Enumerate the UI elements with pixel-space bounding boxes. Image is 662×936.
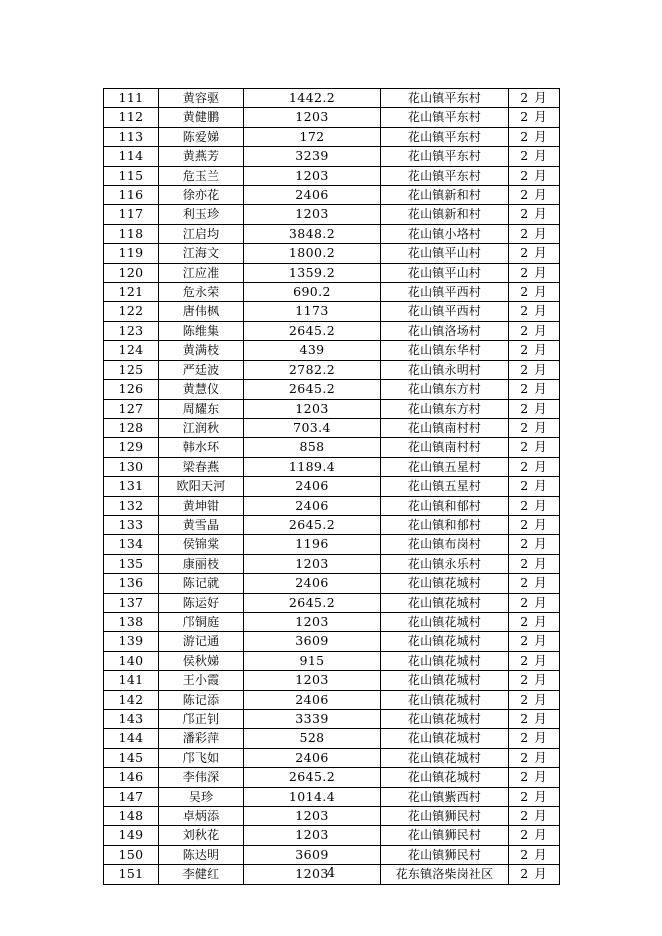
cell-serial-number: 127 <box>104 399 159 418</box>
cell-amount: 2645.2 <box>244 768 381 787</box>
cell-name: 陈记就 <box>159 574 244 593</box>
cell-serial-number: 123 <box>104 321 159 340</box>
cell-name: 邝飞如 <box>159 748 244 767</box>
cell-name: 黄坤钳 <box>159 496 244 515</box>
cell-month: 2 月 <box>509 108 560 127</box>
cell-amount: 1203 <box>244 826 381 845</box>
cell-amount: 1173 <box>244 302 381 321</box>
cell-serial-number: 117 <box>104 205 159 224</box>
table-row <box>104 302 560 321</box>
table-row <box>104 224 560 243</box>
cell-name: 周耀东 <box>159 399 244 418</box>
cell-serial-number: 122 <box>104 302 159 321</box>
table-row <box>104 166 560 185</box>
cell-village: 花山镇花城村 <box>381 593 509 612</box>
cell-village: 花山镇小垎村 <box>381 224 509 243</box>
cell-village: 花山镇狮民村 <box>381 826 509 845</box>
cell-name: 李伟深 <box>159 768 244 787</box>
cell-village: 花山镇花城村 <box>381 748 509 767</box>
table-row <box>104 186 560 205</box>
cell-amount: 3609 <box>244 632 381 651</box>
cell-month: 2 月 <box>509 263 560 282</box>
cell-month: 2 月 <box>509 147 560 166</box>
cell-name: 陈达明 <box>159 845 244 864</box>
cell-serial-number: 141 <box>104 671 159 690</box>
cell-village: 花山镇花城村 <box>381 651 509 670</box>
table-row <box>104 574 560 593</box>
cell-name: 危玉兰 <box>159 166 244 185</box>
table-row <box>104 768 560 787</box>
cell-amount: 915 <box>244 651 381 670</box>
cell-amount: 2645.2 <box>244 515 381 534</box>
cell-village: 花山镇洛场村 <box>381 321 509 340</box>
cell-amount: 528 <box>244 729 381 748</box>
cell-serial-number: 130 <box>104 457 159 476</box>
table-row <box>104 418 560 437</box>
cell-amount: 1203 <box>244 807 381 826</box>
table-row <box>104 127 560 146</box>
cell-village: 花山镇五星村 <box>381 457 509 476</box>
cell-month: 2 月 <box>509 457 560 476</box>
cell-serial-number: 150 <box>104 845 159 864</box>
cell-serial-number: 126 <box>104 380 159 399</box>
cell-amount: 2406 <box>244 186 381 205</box>
cell-month: 2 月 <box>509 496 560 515</box>
table-row <box>104 477 560 496</box>
cell-name: 康丽枝 <box>159 554 244 573</box>
cell-village: 花山镇平东村 <box>381 108 509 127</box>
cell-amount: 2645.2 <box>244 593 381 612</box>
table-row <box>104 826 560 845</box>
cell-month: 2 月 <box>509 418 560 437</box>
cell-serial-number: 131 <box>104 477 159 496</box>
cell-month: 2 月 <box>509 515 560 534</box>
cell-name: 江应准 <box>159 263 244 282</box>
cell-name: 陈爱娣 <box>159 127 244 146</box>
cell-name: 潘彩萍 <box>159 729 244 748</box>
cell-amount: 1203 <box>244 108 381 127</box>
cell-amount: 439 <box>244 341 381 360</box>
cell-name: 陈运好 <box>159 593 244 612</box>
cell-serial-number: 113 <box>104 127 159 146</box>
cell-name: 江启均 <box>159 224 244 243</box>
cell-village: 花山镇花城村 <box>381 729 509 748</box>
cell-village: 花山镇永明村 <box>381 360 509 379</box>
cell-name: 王小霞 <box>159 671 244 690</box>
cell-village: 花山镇平西村 <box>381 283 509 302</box>
cell-serial-number: 135 <box>104 554 159 573</box>
table-row <box>104 515 560 534</box>
cell-name: 邝正钊 <box>159 710 244 729</box>
table-row <box>104 283 560 302</box>
cell-month: 2 月 <box>509 787 560 806</box>
cell-amount: 858 <box>244 438 381 457</box>
cell-name: 江润秋 <box>159 418 244 437</box>
table-row <box>104 89 560 108</box>
cell-village: 花山镇平山村 <box>381 263 509 282</box>
cell-month: 2 月 <box>509 807 560 826</box>
cell-month: 2 月 <box>509 205 560 224</box>
cell-month: 2 月 <box>509 865 560 884</box>
cell-month: 2 月 <box>509 89 560 108</box>
table-row <box>104 612 560 631</box>
cell-month: 2 月 <box>509 748 560 767</box>
cell-name: 吴珍 <box>159 787 244 806</box>
cell-serial-number: 136 <box>104 574 159 593</box>
cell-name: 陈维集 <box>159 321 244 340</box>
cell-month: 2 月 <box>509 127 560 146</box>
table-row <box>104 341 560 360</box>
cell-village: 花山镇花城村 <box>381 612 509 631</box>
cell-month: 2 月 <box>509 554 560 573</box>
table-row <box>104 321 560 340</box>
cell-amount: 2406 <box>244 496 381 515</box>
cell-serial-number: 143 <box>104 710 159 729</box>
table-row <box>104 554 560 573</box>
cell-month: 2 月 <box>509 438 560 457</box>
cell-amount: 1203 <box>244 205 381 224</box>
cell-name: 严廷波 <box>159 360 244 379</box>
cell-village: 花山镇花城村 <box>381 690 509 709</box>
cell-amount: 3239 <box>244 147 381 166</box>
cell-name: 邝铜庭 <box>159 612 244 631</box>
cell-village: 花山镇平东村 <box>381 89 509 108</box>
table-row <box>104 496 560 515</box>
table-row <box>104 457 560 476</box>
cell-name: 黄慧仪 <box>159 380 244 399</box>
table-row <box>104 632 560 651</box>
cell-month: 2 月 <box>509 321 560 340</box>
cell-serial-number: 137 <box>104 593 159 612</box>
table-row <box>104 845 560 864</box>
cell-name: 游记通 <box>159 632 244 651</box>
cell-month: 2 月 <box>509 224 560 243</box>
cell-village: 花山镇东华村 <box>381 341 509 360</box>
cell-name: 唐伟枫 <box>159 302 244 321</box>
cell-serial-number: 111 <box>104 89 159 108</box>
cell-month: 2 月 <box>509 186 560 205</box>
cell-name: 刘秋花 <box>159 826 244 845</box>
cell-village: 花山镇新和村 <box>381 205 509 224</box>
cell-village: 花山镇狮民村 <box>381 807 509 826</box>
cell-serial-number: 146 <box>104 768 159 787</box>
cell-month: 2 月 <box>509 710 560 729</box>
cell-month: 2 月 <box>509 729 560 748</box>
table-row <box>104 748 560 767</box>
cell-amount: 3848.2 <box>244 224 381 243</box>
cell-amount: 1203 <box>244 399 381 418</box>
cell-month: 2 月 <box>509 574 560 593</box>
table-row <box>104 535 560 554</box>
cell-name: 利玉珍 <box>159 205 244 224</box>
cell-name: 黄容驱 <box>159 89 244 108</box>
cell-village: 花山镇花城村 <box>381 632 509 651</box>
table-body <box>104 89 560 885</box>
cell-amount: 690.2 <box>244 283 381 302</box>
cell-serial-number: 148 <box>104 807 159 826</box>
cell-amount: 1203 <box>244 671 381 690</box>
cell-name: 陈记添 <box>159 690 244 709</box>
table-row <box>104 671 560 690</box>
table-row <box>104 205 560 224</box>
table-row <box>104 593 560 612</box>
cell-name: 黄满枝 <box>159 341 244 360</box>
table-row <box>104 729 560 748</box>
cell-name: 侯锦棠 <box>159 535 244 554</box>
cell-serial-number: 128 <box>104 418 159 437</box>
cell-village: 花山镇平山村 <box>381 244 509 263</box>
cell-month: 2 月 <box>509 535 560 554</box>
cell-month: 2 月 <box>509 302 560 321</box>
table-row <box>104 360 560 379</box>
cell-amount: 1203 <box>244 554 381 573</box>
cell-amount: 1014.4 <box>244 787 381 806</box>
table-row <box>104 263 560 282</box>
cell-village: 花山镇东方村 <box>381 380 509 399</box>
cell-village: 花山镇南村村 <box>381 418 509 437</box>
cell-name: 侯秋娣 <box>159 651 244 670</box>
cell-month: 2 月 <box>509 612 560 631</box>
cell-village: 花山镇平东村 <box>381 127 509 146</box>
cell-village: 花山镇花城村 <box>381 710 509 729</box>
cell-village: 花山镇狮民村 <box>381 845 509 864</box>
cell-month: 2 月 <box>509 341 560 360</box>
cell-serial-number: 140 <box>104 651 159 670</box>
cell-serial-number: 149 <box>104 826 159 845</box>
table-row <box>104 787 560 806</box>
cell-serial-number: 121 <box>104 283 159 302</box>
cell-amount: 2645.2 <box>244 380 381 399</box>
cell-village: 花山镇花城村 <box>381 574 509 593</box>
cell-village: 花山镇花城村 <box>381 768 509 787</box>
cell-month: 2 月 <box>509 283 560 302</box>
cell-amount: 1442.2 <box>244 89 381 108</box>
cell-village: 花山镇平西村 <box>381 302 509 321</box>
cell-serial-number: 134 <box>104 535 159 554</box>
table-row <box>104 651 560 670</box>
cell-serial-number: 133 <box>104 515 159 534</box>
cell-amount: 172 <box>244 127 381 146</box>
cell-month: 2 月 <box>509 380 560 399</box>
cell-name: 欧阳天河 <box>159 477 244 496</box>
cell-name: 梁春燕 <box>159 457 244 476</box>
cell-name: 李健红 <box>159 865 244 884</box>
cell-serial-number: 116 <box>104 186 159 205</box>
cell-amount: 1203 <box>244 612 381 631</box>
cell-amount: 1203 <box>244 166 381 185</box>
cell-village: 花山镇平东村 <box>381 166 509 185</box>
cell-name: 黄雪晶 <box>159 515 244 534</box>
cell-amount: 3609 <box>244 845 381 864</box>
cell-amount: 2645.2 <box>244 321 381 340</box>
cell-name: 黄燕芳 <box>159 147 244 166</box>
cell-amount: 1359.2 <box>244 263 381 282</box>
cell-village: 花山镇和郁村 <box>381 496 509 515</box>
cell-serial-number: 139 <box>104 632 159 651</box>
cell-amount: 1189.4 <box>244 457 381 476</box>
cell-amount: 1800.2 <box>244 244 381 263</box>
cell-name: 徐亦花 <box>159 186 244 205</box>
table-row <box>104 147 560 166</box>
cell-month: 2 月 <box>509 651 560 670</box>
cell-village: 花山镇紫西村 <box>381 787 509 806</box>
cell-amount: 2782.2 <box>244 360 381 379</box>
cell-village: 花山镇花城村 <box>381 671 509 690</box>
cell-name: 黄健鹏 <box>159 108 244 127</box>
table-row <box>104 108 560 127</box>
cell-serial-number: 151 <box>104 865 159 884</box>
cell-village: 花山镇东方村 <box>381 399 509 418</box>
table-row <box>104 807 560 826</box>
cell-village: 花山镇平东村 <box>381 147 509 166</box>
cell-month: 2 月 <box>509 360 560 379</box>
cell-serial-number: 124 <box>104 341 159 360</box>
cell-amount: 3339 <box>244 710 381 729</box>
table-row <box>104 399 560 418</box>
cell-name: 韩水环 <box>159 438 244 457</box>
cell-month: 2 月 <box>509 632 560 651</box>
cell-village: 花山镇南村村 <box>381 438 509 457</box>
beneficiary-table-container <box>103 88 559 885</box>
cell-serial-number: 142 <box>104 690 159 709</box>
cell-amount: 2406 <box>244 574 381 593</box>
table-row <box>104 438 560 457</box>
cell-name: 卓炳添 <box>159 807 244 826</box>
cell-serial-number: 144 <box>104 729 159 748</box>
cell-amount: 2406 <box>244 748 381 767</box>
cell-serial-number: 112 <box>104 108 159 127</box>
cell-village: 花山镇和郁村 <box>381 515 509 534</box>
cell-month: 2 月 <box>509 690 560 709</box>
cell-village: 花山镇永乐村 <box>381 554 509 573</box>
cell-serial-number: 147 <box>104 787 159 806</box>
cell-serial-number: 129 <box>104 438 159 457</box>
cell-amount: 2406 <box>244 477 381 496</box>
table-row <box>104 710 560 729</box>
cell-serial-number: 145 <box>104 748 159 767</box>
cell-month: 2 月 <box>509 845 560 864</box>
cell-serial-number: 125 <box>104 360 159 379</box>
cell-serial-number: 115 <box>104 166 159 185</box>
cell-month: 2 月 <box>509 399 560 418</box>
cell-month: 2 月 <box>509 671 560 690</box>
cell-month: 2 月 <box>509 593 560 612</box>
cell-name: 江海文 <box>159 244 244 263</box>
cell-village: 花山镇新和村 <box>381 186 509 205</box>
cell-month: 2 月 <box>509 768 560 787</box>
cell-month: 2 月 <box>509 477 560 496</box>
cell-village: 花山镇五星村 <box>381 477 509 496</box>
cell-amount: 703.4 <box>244 418 381 437</box>
cell-amount: 2406 <box>244 690 381 709</box>
table-row <box>104 244 560 263</box>
table-row <box>104 380 560 399</box>
cell-village: 花山镇布岗村 <box>381 535 509 554</box>
cell-serial-number: 120 <box>104 263 159 282</box>
cell-name: 危永荣 <box>159 283 244 302</box>
beneficiary-table <box>103 88 560 885</box>
cell-village: 花东镇洛柴岗社区 <box>381 865 509 884</box>
cell-amount: 1203 <box>244 865 381 884</box>
cell-serial-number: 132 <box>104 496 159 515</box>
cell-month: 2 月 <box>509 244 560 263</box>
cell-serial-number: 119 <box>104 244 159 263</box>
cell-serial-number: 118 <box>104 224 159 243</box>
cell-month: 2 月 <box>509 166 560 185</box>
cell-serial-number: 138 <box>104 612 159 631</box>
table-row <box>104 690 560 709</box>
page-number: 4 <box>326 866 336 881</box>
cell-amount: 1196 <box>244 535 381 554</box>
cell-serial-number: 114 <box>104 147 159 166</box>
cell-month: 2 月 <box>509 826 560 845</box>
